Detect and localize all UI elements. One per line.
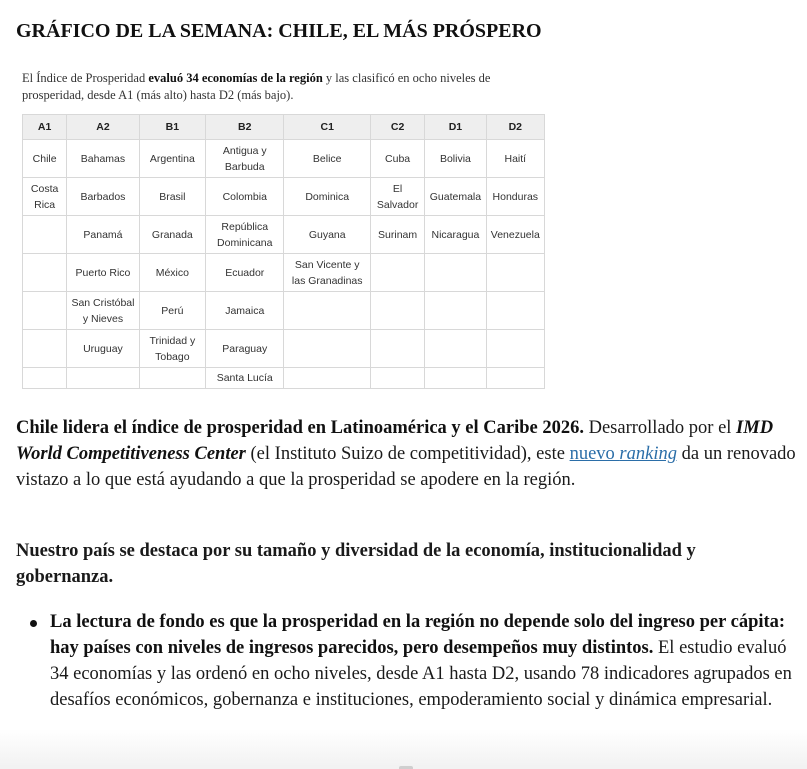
table-cell	[23, 254, 67, 292]
table-cell	[67, 368, 139, 389]
prosperity-chart	[22, 70, 552, 384]
table-cell: Panamá	[67, 216, 139, 254]
table-cell: Bahamas	[67, 140, 139, 178]
table-cell: Nicaragua	[425, 216, 486, 254]
table-cell: El Salvador	[370, 178, 424, 216]
table-cell: Bolivia	[425, 140, 486, 178]
table-cell: Puerto Rico	[67, 254, 139, 292]
table-row	[23, 216, 545, 254]
list-item	[50, 609, 796, 713]
table-cell: Surinam	[370, 216, 424, 254]
table-cell: Jamaica	[206, 292, 284, 330]
table-cell: México	[139, 254, 205, 292]
table-cell: Dominica	[284, 178, 370, 216]
table-cell	[370, 330, 424, 368]
table-cell	[425, 368, 486, 389]
table-cell: Guyana	[284, 216, 370, 254]
imd-name: IMD World Competitiveness Center	[16, 418, 774, 464]
table-cell: Brasil	[139, 178, 205, 216]
column-header: C2	[370, 115, 424, 140]
table-cell	[425, 330, 486, 368]
table-cell: Honduras	[486, 178, 544, 216]
table-cell: Perú	[139, 292, 205, 330]
table-cell: Antigua y Barbuda	[206, 140, 284, 178]
bullet-text: El estudio evaluó 34 economías y las ordenó en ocho niveles, desde A1 hasta D2, usando 78 indicadores agrupados en desafíos económicos, gobernanza e instituciones, empoderamiento social y dinámica empresarial.	[50, 638, 792, 710]
table-row	[23, 178, 545, 216]
table-cell: Ecuador	[206, 254, 284, 292]
column-header: D2	[486, 115, 544, 140]
chart-intro-text-end: y las clasificó en ocho niveles de prosperidad, desde A1 (más alto) hasta D2 (más bajo).	[22, 71, 491, 102]
table-header-row	[23, 115, 545, 140]
bullet-list	[16, 609, 796, 713]
table-cell	[486, 368, 544, 389]
column-header: C1	[284, 115, 370, 140]
lead-text-2: (el Instituto Suizo de competitividad), este	[245, 444, 570, 464]
table-cell	[23, 216, 67, 254]
lead-text-1: Desarrollado por el	[583, 418, 737, 438]
table-cell: Haití	[486, 140, 544, 178]
table-cell	[370, 292, 424, 330]
table-cell: San Vicente y las Granadinas	[284, 254, 370, 292]
paragraph-highlight: Nuestro país se destaca por su tamaño y diversidad de la economía, institucionalidad y gobernanza.	[16, 541, 696, 587]
table-cell	[486, 254, 544, 292]
table-cell	[370, 254, 424, 292]
table-cell: Costa Rica	[23, 178, 67, 216]
column-header: A2	[67, 115, 139, 140]
table-cell: Santa Lucía	[206, 368, 284, 389]
article-title: GRÁFICO DE LA SEMANA: CHILE, EL MÁS PRÓSPERO	[16, 20, 542, 42]
table-row	[23, 330, 545, 368]
column-header: D1	[425, 115, 486, 140]
table-cell: Paraguay	[206, 330, 284, 368]
column-header: B1	[139, 115, 205, 140]
table-cell: Belice	[284, 140, 370, 178]
table-row	[23, 368, 545, 389]
table-cell	[486, 292, 544, 330]
table-cell: Argentina	[139, 140, 205, 178]
bullet-dot-icon	[30, 620, 37, 627]
table-cell	[486, 330, 544, 368]
ranking-link-text: nuevo	[569, 444, 620, 464]
lead-bold: Chile lidera el índice de prosperidad en Latinoamérica y el Caribe 2026.	[16, 418, 584, 438]
table-cell	[284, 368, 370, 389]
chart-intro-text: El Índice de Prosperidad	[22, 71, 149, 85]
table-cell: Cuba	[370, 140, 424, 178]
ranking-link-italic: ranking	[619, 444, 677, 464]
table-cell	[370, 368, 424, 389]
lead-text-3: da un renovado vistazo a lo que está ayudando a que la prosperidad se apodere en la región.	[16, 444, 796, 490]
ranking-link[interactable]	[570, 444, 677, 464]
prosperity-levels-table	[22, 114, 545, 389]
table-cell: República Dominicana	[206, 216, 284, 254]
chart-intro-bold: evaluó 34 economías de la región	[148, 71, 323, 85]
table-cell: Barbados	[67, 178, 139, 216]
table-cell	[425, 254, 486, 292]
column-header: B2	[206, 115, 284, 140]
table-row	[23, 254, 545, 292]
table-cell	[23, 330, 67, 368]
bottom-fade	[0, 729, 807, 769]
table-cell	[139, 368, 205, 389]
table-cell: San Cristóbal y Nieves	[67, 292, 139, 330]
table-cell: Uruguay	[67, 330, 139, 368]
table-cell: Trinidad y Tobago	[139, 330, 205, 368]
table-cell: Guatemala	[425, 178, 486, 216]
table-cell: Chile	[23, 140, 67, 178]
table-cell	[23, 292, 67, 330]
table-cell	[23, 368, 67, 389]
table-cell: Venezuela	[486, 216, 544, 254]
chart-intro	[22, 70, 552, 104]
table-row	[23, 140, 545, 178]
table-body	[23, 140, 545, 389]
paragraph-lead	[16, 415, 796, 493]
table-cell	[425, 292, 486, 330]
table-row	[23, 292, 545, 330]
table-cell	[284, 330, 370, 368]
column-header: A1	[23, 115, 67, 140]
table-cell: Colombia	[206, 178, 284, 216]
bullet-bold: La lectura de fondo es que la prosperidad en la región no depende solo del ingreso per cápita: hay países con niveles de ingresos parecidos, pero desempeños muy distintos.	[50, 612, 786, 658]
table-cell	[284, 292, 370, 330]
table-cell: Granada	[139, 216, 205, 254]
